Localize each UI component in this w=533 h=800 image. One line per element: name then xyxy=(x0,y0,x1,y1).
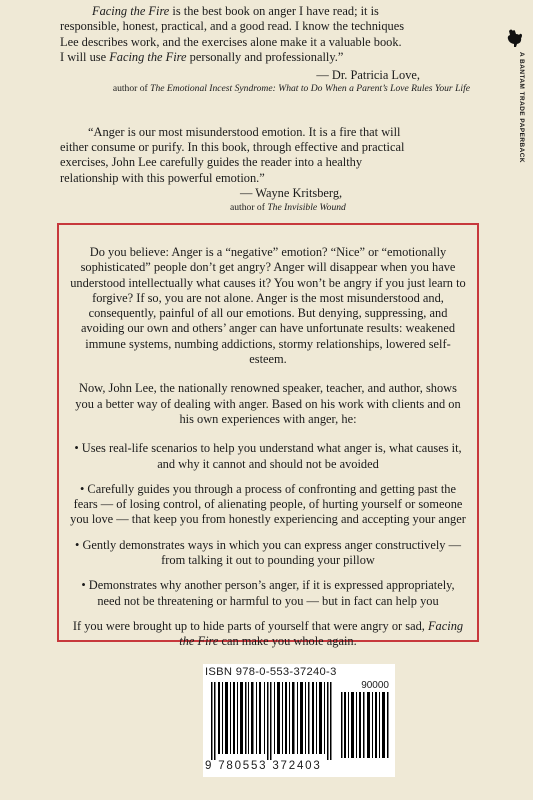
intro-paragraph: Do you believe: Anger is a “negative” emotion? “Nice” or “emotionally sophisticated” people don’t get angry? Anger will disappear when you have understood intellectually what causes it? You won’t be angry if you just learn to forgive? If so, you are not alone. Anger is the most misunderstood and, consequently, painful of all our emotions. But denying, suppressing, and avoiding our own and others’ anger can have unfortunate results: weakened immune systems, numbing addictions, stormy relationships, lowered self-esteem. xyxy=(70,245,466,367)
rooster-icon xyxy=(505,28,523,48)
barcode xyxy=(203,664,395,777)
quote1-line3: Lee describes work, and the exercises alone make it a valuable book. xyxy=(60,34,402,49)
benefit-item: • Demonstrates why another person’s anger, if it is expressed appropriately, need not be threatening or harmful to you — but in fact can help you xyxy=(81,578,455,608)
isbn-label: ISBN 978-0-553-37240-3 xyxy=(205,666,337,678)
quote2-author: — Wayne Kritsberg, xyxy=(240,186,343,201)
quote2-credit xyxy=(60,202,470,214)
second-paragraph: Now, John Lee, the nationally renowned speaker, teacher, and author, shows you a better way of dealing with anger. Based on his work with clients and on his own experiences with anger, he: xyxy=(75,381,461,426)
quote2-line2: either consume or purify. In this book, through effective and practical xyxy=(60,140,405,155)
price-barcode-bars xyxy=(341,692,389,758)
closing-paragraph xyxy=(69,619,467,650)
quote1-line4-pre: I will use xyxy=(60,50,110,65)
quote2-credit-pre: author of xyxy=(230,201,268,213)
closing-post: can make you whole again. xyxy=(218,634,357,649)
quote1-line4-post: personally and professionally.” xyxy=(186,50,344,65)
quote1-line4-title: Facing the Fire xyxy=(109,50,187,65)
ean-barcode-bars xyxy=(211,682,335,760)
quote1-credit-pre: author of xyxy=(112,82,151,94)
quote2-credit-title: The Invisible Wound xyxy=(267,201,346,213)
publisher-imprint: A BANTAM TRADE PAPERBACK xyxy=(518,52,525,163)
quote2-line1: “Anger is our most misunderstood emotion. It is a fire that will xyxy=(88,124,401,139)
endorsement-kritsberg xyxy=(60,125,470,214)
quote1-line1: is the best book on anger I have read; it is xyxy=(169,4,379,18)
closing-pre: If you were brought up to hide parts of yourself that were angry or sad, xyxy=(72,618,428,633)
quote1-credit xyxy=(60,83,470,95)
quote1-author: — Dr. Patricia Love, xyxy=(316,67,420,82)
benefit-item: • Carefully guides you through a process of confronting and getting past the fears — of losing control, of alienating people, of hurting yourself or someone you love — that keep you from honestly experiencing and accepting your anger xyxy=(70,481,466,527)
endorsements xyxy=(60,4,470,214)
benefit-list xyxy=(69,441,467,609)
quote1-line2: responsible, honest, practical, and a good read. I know the techniques xyxy=(60,19,405,34)
quote1-credit-title: The Emotional Incest Syndrome: What to Do When a Parent’s Love Rules Your Life xyxy=(150,82,470,94)
ean-digits: 9 780553 372403 xyxy=(205,760,322,772)
price-code: 90000 xyxy=(361,680,389,691)
closing-title: Facing the Fire xyxy=(179,618,464,649)
quote2-line3: exercises, John Lee carefully guides the reader into a healthy xyxy=(60,155,363,170)
quote2-line4: relationship with this powerful emotion.” xyxy=(60,170,265,185)
endorsement-love xyxy=(60,4,470,95)
quote1-title: Facing the Fire xyxy=(92,4,170,18)
description-frame xyxy=(57,223,479,649)
benefit-item: • Gently demonstrates ways in which you can express anger constructively — from talking it out to pounding your pillow xyxy=(75,537,461,568)
benefit-item: • Uses real-life scenarios to help you understand what anger is, what causes it, and why it cannot and should not be avoided xyxy=(74,441,462,471)
